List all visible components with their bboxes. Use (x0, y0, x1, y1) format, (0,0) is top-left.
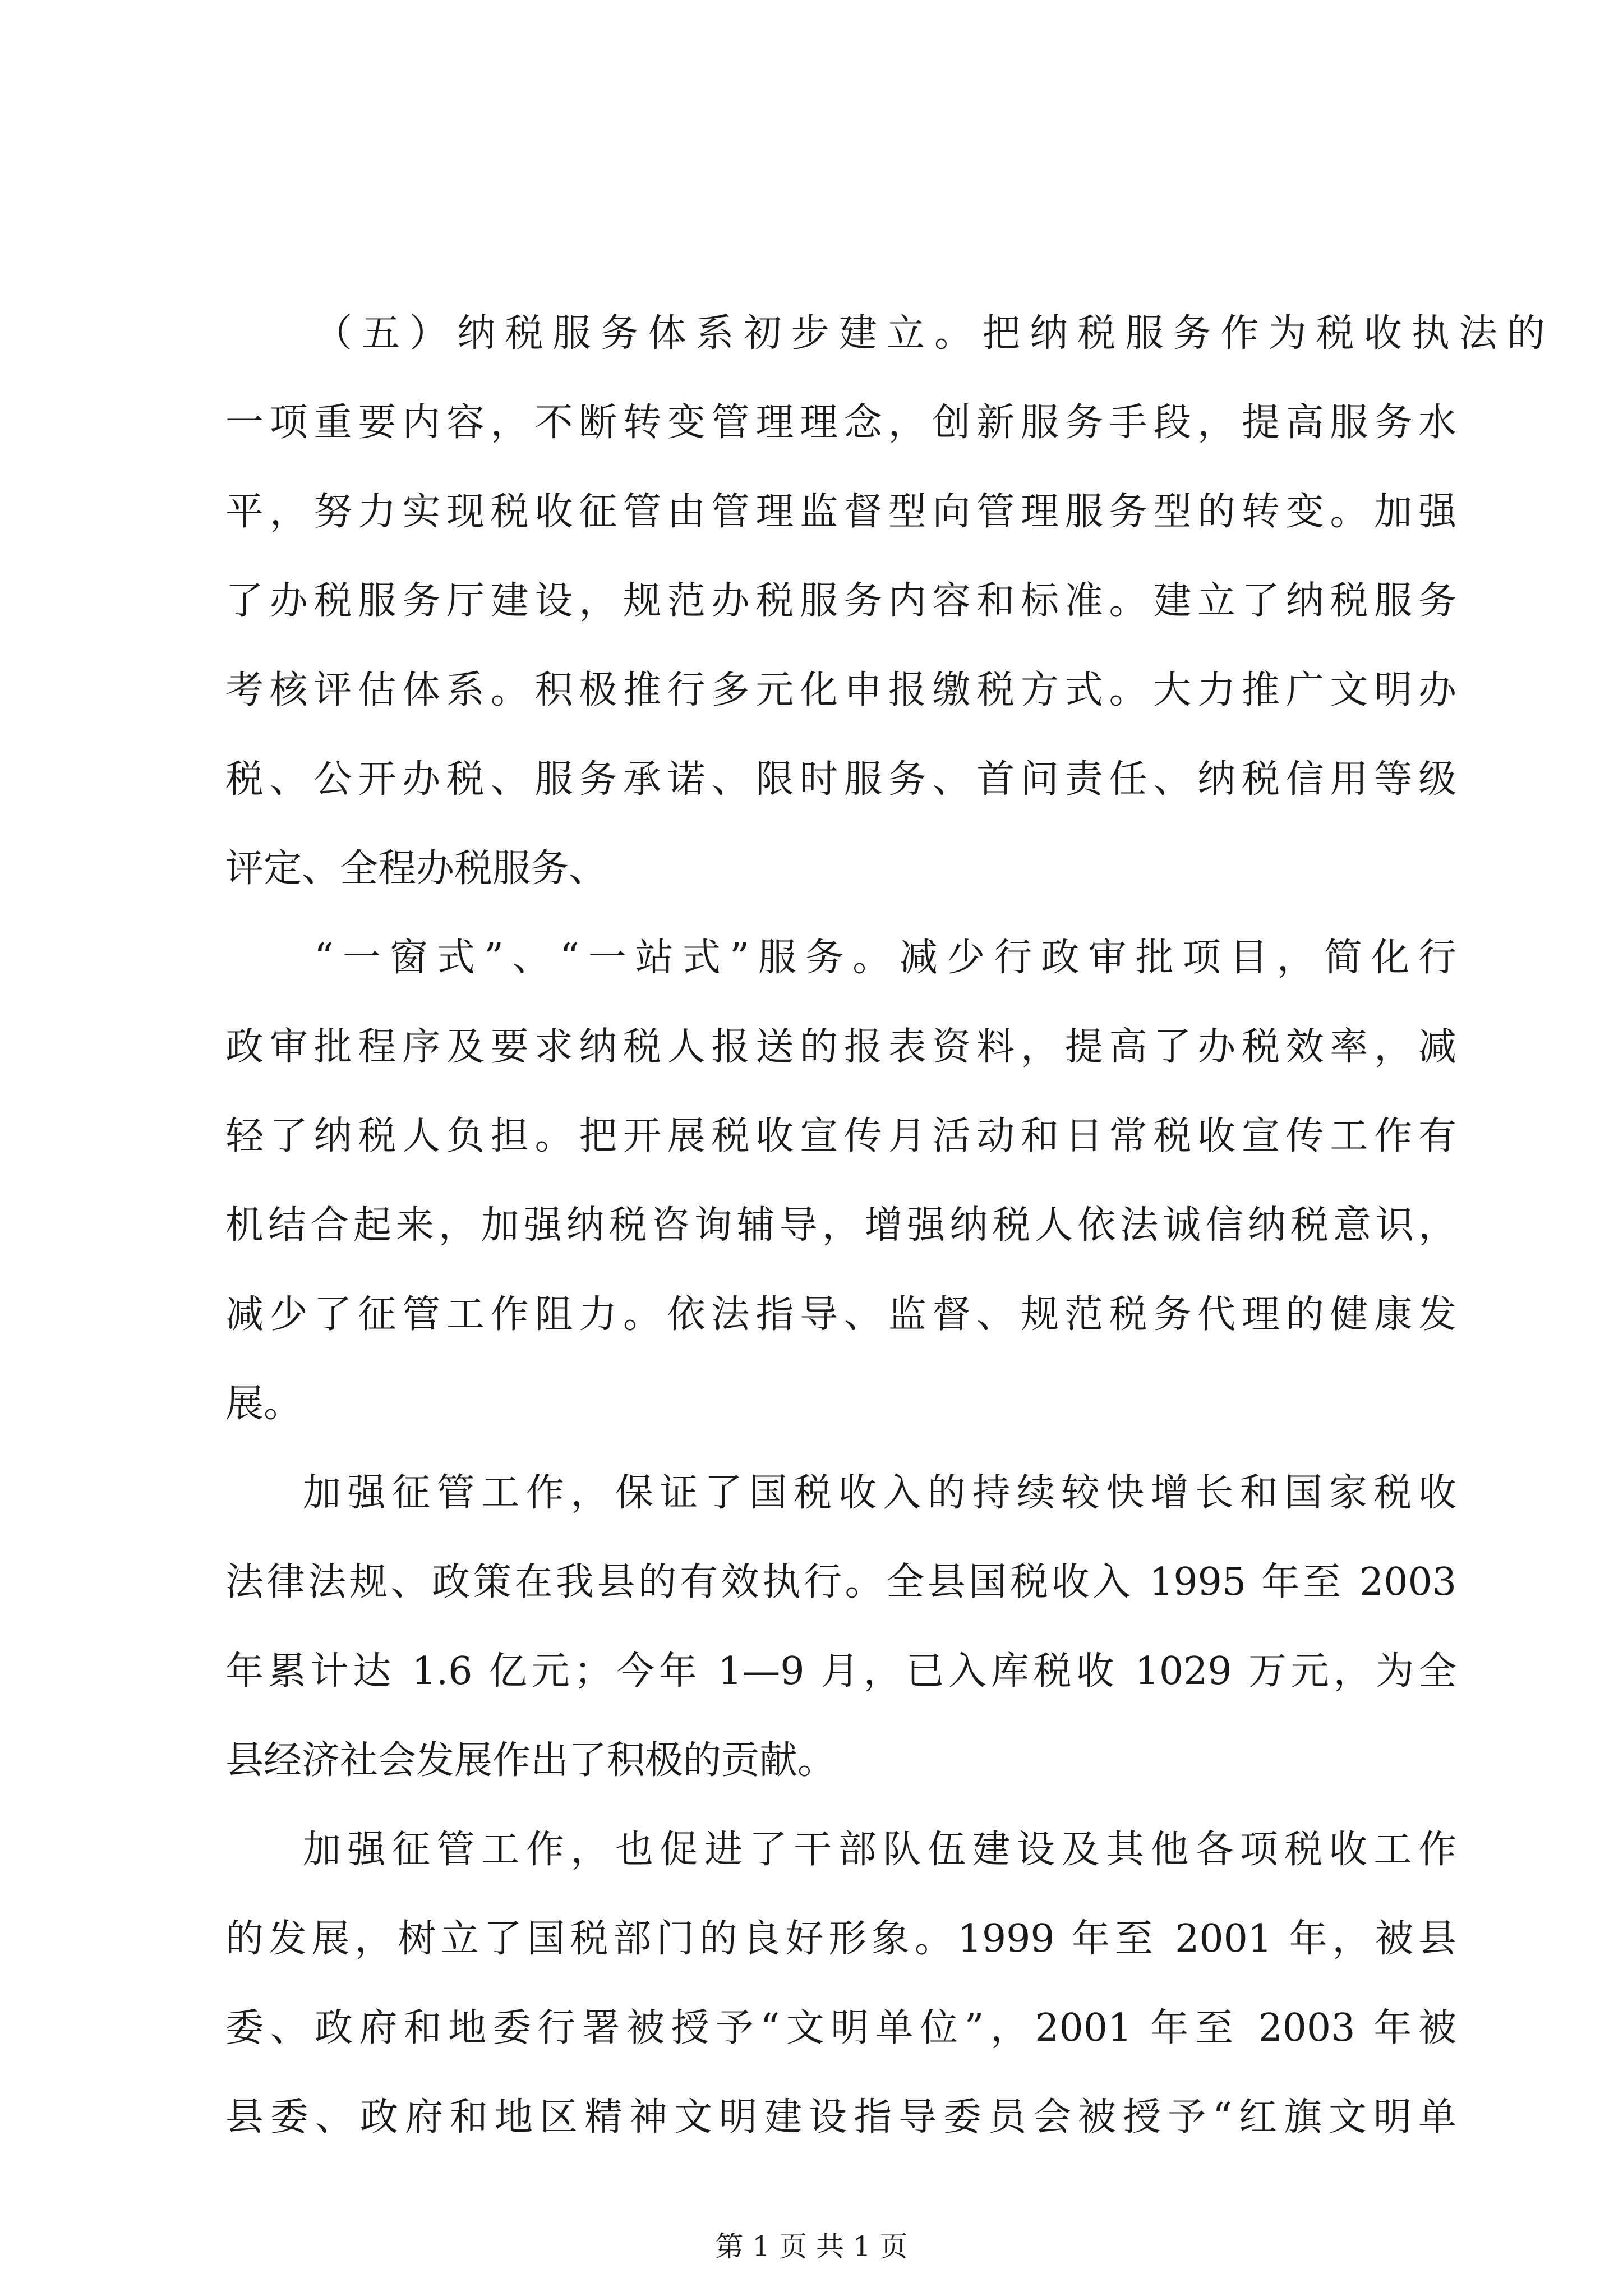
text-line: 法律法规、政策在我县的有效执行。全县国税收入 1995 年至 2003 (225, 1560, 1456, 1604)
text-line: 机结合起来，加强纳税咨询辅导，增强纳税人依法诚信纳税意识， (225, 1203, 1456, 1248)
text-line: 委、政府和地委行署被授予“文明单位”，2001 年至 2003 年被 (225, 2006, 1456, 2050)
text-line: 加强征管工作，也促进了干部队伍建设及其他各项税收工作 (303, 1828, 1456, 1872)
text-line: 展。 (225, 1382, 302, 1426)
text-line: 评定、全程办税服务、 (225, 846, 607, 891)
text-line: 年累计达 1.6 亿元；今年 1—9 月，已入库税收 1029 万元，为全 (225, 1649, 1456, 1694)
text-line: 县经济社会发展作出了积极的贡献。 (225, 1738, 836, 1783)
text-line: 平，努力实现税收征管由管理监督型向管理服务型的转变。加强 (225, 490, 1456, 534)
text-line: 考核评估体系。积极推行多元化申报缴税方式。大力推广文明办 (225, 668, 1456, 712)
text-line: 的发展，树立了国税部门的良好形象。1999 年至 2001 年，被县 (225, 1917, 1456, 1961)
text-line: 轻了纳税人负担。把开展税收宣传月活动和日常税收宣传工作有 (225, 1114, 1456, 1158)
page-number: 第 1 页 共 1 页 (715, 2230, 908, 2263)
text-line: 加强征管工作，保证了国税收入的持续较快增长和国家税收 (303, 1471, 1456, 1515)
text-line: 一项重要内容，不断转变管理理念，创新服务手段，提高服务水 (225, 401, 1456, 445)
text-line: （五）纳税服务体系初步建立。把纳税服务作为税收执法的 (314, 311, 1545, 356)
text-line: “一窗式”、“一站式”服务。减少行政审批项目，简化行 (314, 936, 1456, 980)
text-line: 县委、政府和地区精神文明建设指导委员会被授予“红旗文明单 (225, 2095, 1456, 2139)
text-line: 政审批程序及要求纳税人报送的报表资料，提高了办税效率，减 (225, 1025, 1456, 1069)
text-line: 减少了征管工作阻力。依法指导、监督、规范税务代理的健康发 (225, 1292, 1456, 1337)
text-line: 税、公开办税、服务承诺、限时服务、首问责任、纳税信用等级 (225, 757, 1456, 802)
text-line: 了办税服务厅建设，规范办税服务内容和标准。建立了纳税服务 (225, 579, 1456, 623)
